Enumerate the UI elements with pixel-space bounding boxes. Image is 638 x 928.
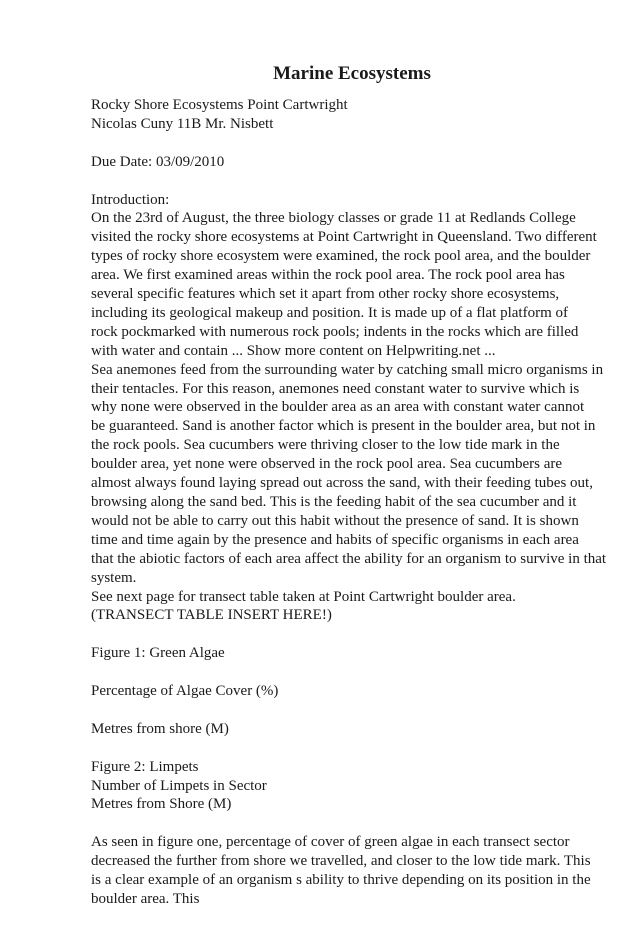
figure2-title: Figure 2: Limpets [91, 758, 199, 775]
body-line: area. We first examined areas within the rock pool area. The rock pool area has [91, 267, 565, 284]
figure2-block [91, 758, 601, 815]
conclusion-line: As seen in figure one, percentage of cover of green algae in each transect sector [91, 834, 570, 851]
header-line-1: Rocky Shore Ecosystems Point Cartwright [91, 97, 348, 113]
body-line: several specific features which set it apart from other rocky shore ecosystems, [91, 286, 560, 303]
figure1-title-block [91, 644, 601, 663]
conclusion-line: boulder area. This [91, 890, 200, 907]
body-line: system. [91, 569, 137, 586]
body-line: be guaranteed. Sand is another factor which is present in the boulder area, but not in [91, 418, 596, 435]
introduction-block [91, 191, 607, 626]
body-line: See next page for transect table taken at Point Cartwright boulder area. [91, 588, 516, 605]
header-line-2: Nicolas Cuny 11B Mr. Nisbett [91, 115, 274, 132]
figure1-title: Figure 1: Green Algae [91, 645, 225, 662]
figure1-ylabel-block [91, 682, 601, 701]
body-line: their tentacles. For this reason, anemones need constant water to survive which is [91, 380, 580, 397]
body-line: visited the rocky shore ecosystems at Point Cartwright in Queensland. Two different [91, 229, 597, 246]
body-line: with water and contain ... Show more content on Helpwriting.net ... [91, 342, 496, 359]
body-line: why none were observed in the boulder area as an area with constant water cannot [91, 399, 585, 416]
body-line: the rock pools. Sea cucumbers were thriving closer to the low tide mark in the [91, 437, 560, 454]
body-line: almost always found laying spread out across the sand, with their feeding tubes out, [91, 475, 593, 492]
conclusion-block [91, 833, 601, 909]
body-line: time and time again by the presence and habits of specific organisms in each area [91, 531, 579, 548]
due-date: Due Date: 03/09/2010 [91, 153, 225, 170]
figure1-xlabel-block [91, 720, 601, 739]
due-date-block [91, 153, 601, 172]
conclusion-line: is a clear example of an organism s ability to thrive depending on its position in the [91, 872, 591, 889]
intro-heading: Introduction: [91, 191, 170, 208]
conclusion-line: decreased the further from shore we travelled, and closer to the low tide mark. This [91, 853, 591, 870]
figure2-ylabel: Number of Limpets in Sector [91, 777, 267, 794]
header-block [91, 96, 601, 134]
body-line: including its geological makeup and position. It is made up of a flat platform of [91, 304, 568, 321]
body-line: On the 23rd of August, the three biology classes or grade 11 at Redlands College [91, 210, 576, 227]
figure2-xlabel: Metres from Shore (M) [91, 796, 232, 813]
figure1-ylabel: Percentage of Algae Cover (%) [91, 683, 279, 700]
body-line: browsing along the sand bed. This is the feeding habit of the sea cucumber and it [91, 494, 577, 510]
body-line: (TRANSECT TABLE INSERT HERE!) [91, 607, 332, 624]
body-line: boulder area, yet none were observed in the rock pool area. Sea cucumbers are [91, 456, 563, 473]
document-title: Marine Ecosystems [273, 63, 431, 84]
body-line: rock pockmarked with numerous rock pools; indents in the rocks which are filled [91, 323, 579, 340]
body-line: Sea anemones feed from the surrounding water by catching small micro organisms in [91, 361, 604, 378]
body-line: types of rocky shore ecosystem were examined, the rock pool area, and the boulder [91, 248, 591, 265]
document-page [91, 62, 607, 928]
body-line: that the abiotic factors of each area affect the ability for an organism to survive in that [91, 550, 607, 567]
body-line: would not be able to carry out this habit without the presence of sand. It is shown [91, 512, 579, 529]
figure1-xlabel: Metres from shore (M) [91, 720, 229, 737]
